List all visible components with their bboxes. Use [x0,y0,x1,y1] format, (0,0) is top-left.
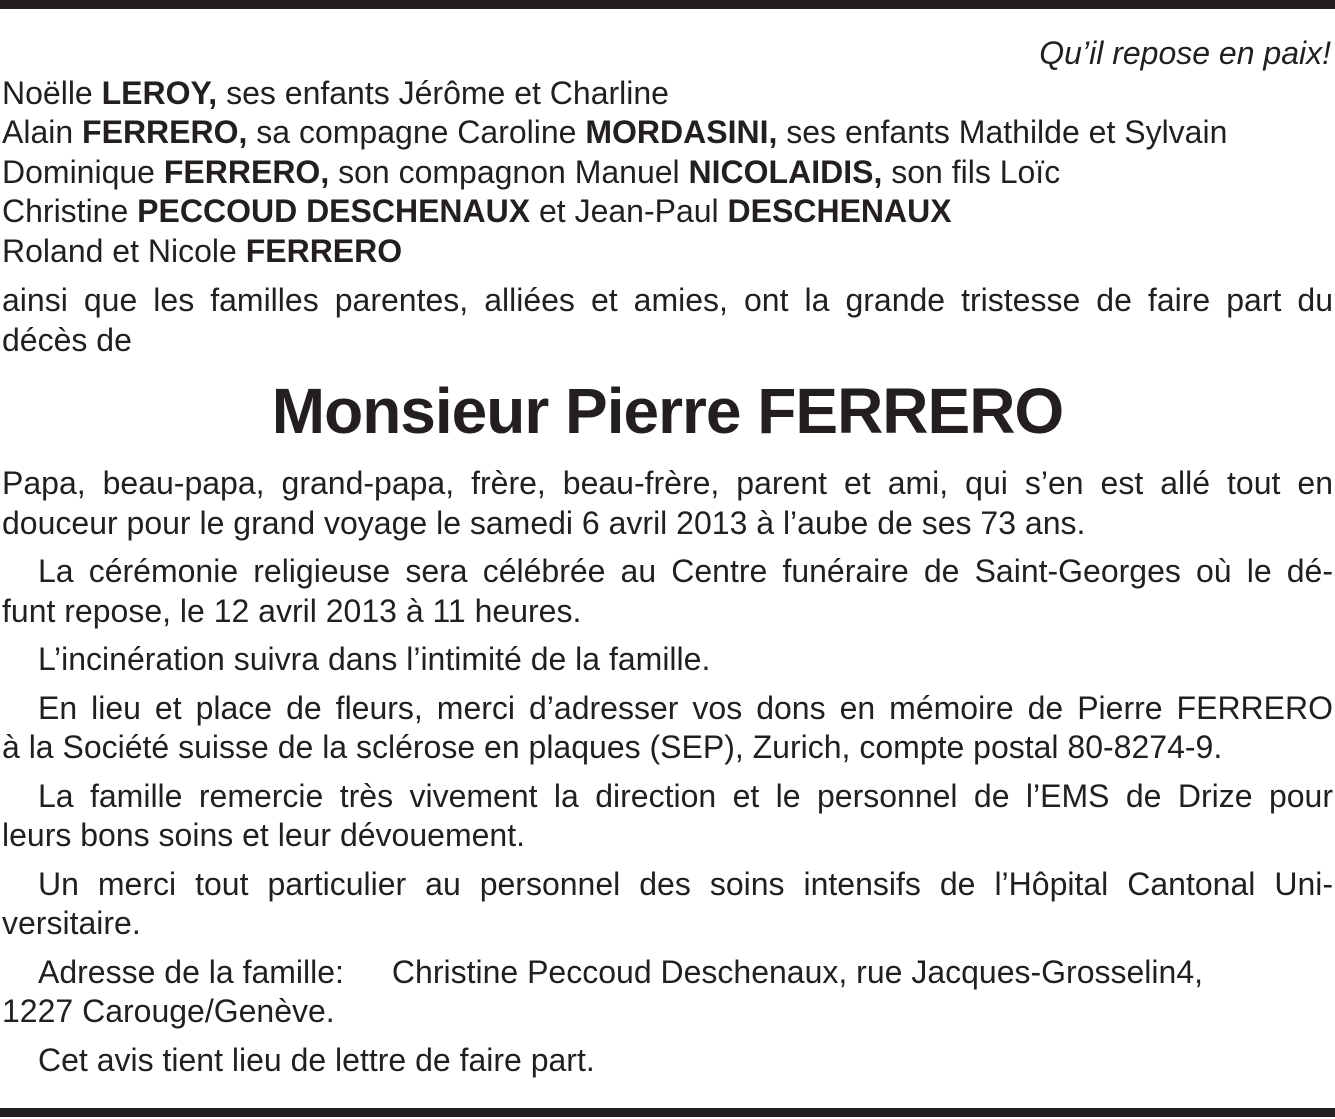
family-text: ses enfants Mathilde et Sylvain [777,114,1228,150]
family-line [2,74,1333,114]
paragraph [2,865,1333,944]
address-label: Adresse de la famille: [38,953,344,990]
paragraph [2,464,1333,543]
paragraph-line: à la Société suisse de la sclérose en plaques (SEP), Zurich, compte postal 80-8274-9. [2,729,1223,765]
paragraph-line: L’incinération suivra dans l’intimité de la famille. [38,641,711,677]
family-line [2,232,1333,272]
family-surname: PECCOUD DESCHENAUX [137,193,531,229]
family-surname: DESCHENAUX [727,193,952,229]
family-line [2,153,1333,193]
family-line [2,113,1333,153]
paragraph [2,640,1333,680]
paragraph [2,552,1333,631]
paragraph-line: Papa, beau-papa, grand-papa, frère, beau-frère, parent et ami, qui s’en est allé tout en [2,465,1333,501]
family-address [2,953,1333,1032]
family-text: son fils Loïc [882,153,1061,190]
paragraph-line: douceur pour le grand voyage le samedi 6 avril 2013 à l’aube de ses 73 ans. [2,504,1086,541]
intro-line: ainsi que les familles parentes, alliées et amies, ont la grande tristesse de faire part du [2,282,1333,318]
address-value: Christine Peccoud Deschenaux, rue Jacques-Grosselin4, [391,953,1203,990]
paragraph-line: leurs bons soins et leur dévouement. [2,817,525,853]
paragraph-line: En lieu et place de fleurs, merci d’adresser vos dons en mémoire de Pierre FERRERO [38,689,1333,726]
paragraph-line: Un merci tout particulier au personnel des soins intensifs de l’Hôpital Cantonal Uni- [38,865,1333,902]
motto: Qu’il repose en paix! [1039,35,1331,71]
family-text: son compagnon Manuel [329,153,689,190]
family-text: et Jean-Paul [530,193,728,229]
paragraph-line: La cérémonie religieuse sera célébrée au Centre funéraire de Saint-Georges où le dé- [38,553,1333,589]
paragraph-line: funt repose, le 12 avril 2013 à 11 heures. [2,592,582,629]
paragraph [2,777,1333,856]
family-text: Roland et Nicole [2,232,246,269]
paragraph [2,1041,1333,1081]
paragraph-line: La famille remercie très vivement la direction et le personnel de l’EMS de Drize pour [38,777,1333,814]
paragraph [2,689,1333,768]
family-text: Alain [2,114,83,150]
family-list [2,74,1333,272]
family-surname: NICOLAIDIS, [688,153,883,190]
family-text: ses enfants Jérôme et Charline [217,74,669,111]
family-line [2,192,1333,232]
address-line: 1227 Carouge/Genève. [2,993,335,1029]
family-text: Dominique [2,153,164,190]
deceased-name: Monsieur Pierre FERRERO [271,375,1064,447]
family-surname: MORDASINI, [585,114,778,150]
family-surname: FERRERO, [163,153,330,190]
paragraph-line: Cet avis tient lieu de lettre de faire part. [38,1041,595,1078]
family-surname: LEROY, [101,74,218,111]
notice-body [2,464,1333,1080]
family-text: Noëlle [2,74,102,111]
bottom-rule [0,1108,1335,1117]
top-rule [0,0,1335,9]
address-line [2,953,1333,993]
family-text: Christine [2,193,138,229]
paragraph-line: versitaire. [2,905,141,941]
family-text: sa compagne Caroline [247,114,586,150]
family-surname: FERRERO [245,232,403,269]
announcement-intro [2,281,1333,360]
family-surname: FERRERO, [82,114,248,150]
obituary-notice [2,34,1333,1089]
intro-line: décès de [2,321,132,358]
